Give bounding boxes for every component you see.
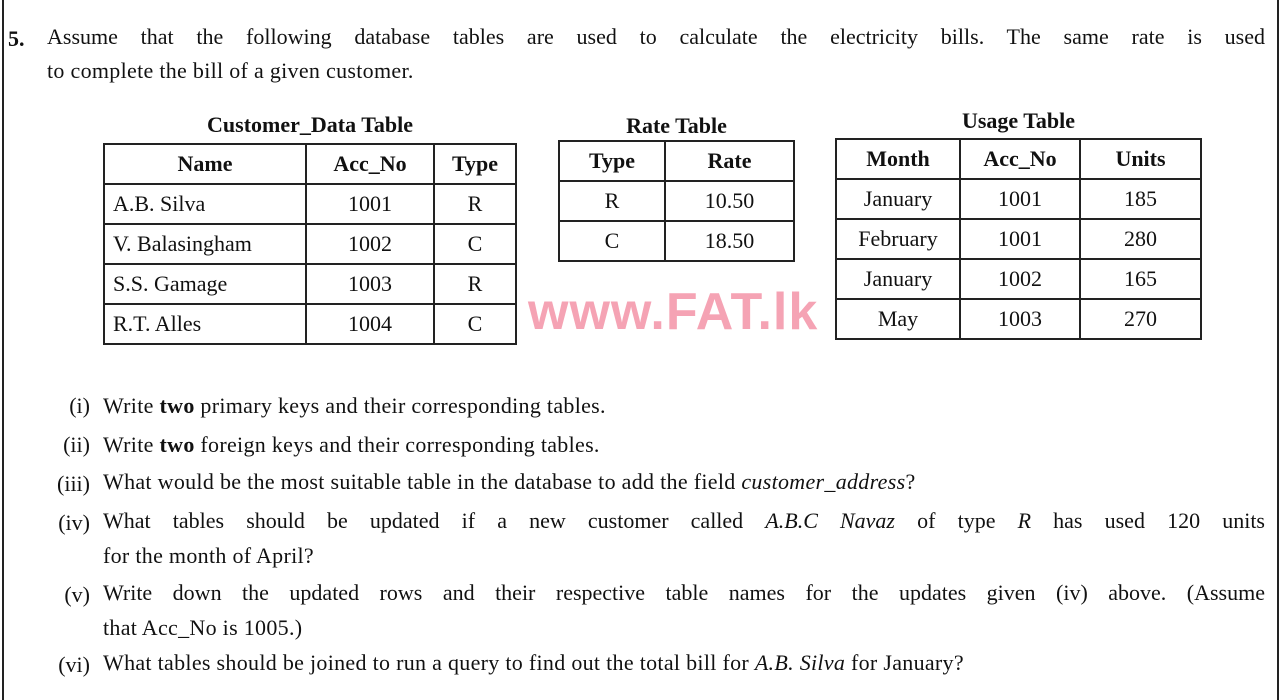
question-iv [103,508,1265,534]
column-header: Name [104,144,306,184]
question-label: (i) [69,393,90,418]
cell: R [559,181,665,221]
cell: January [836,259,960,299]
question-label: (iv) [58,510,90,535]
intro-line-1: Assume that the following database tables are used to calculate the electricity bills. The same rate is used [47,24,1265,49]
table-header-row [559,141,794,181]
cell: 18.50 [665,221,794,261]
text: foreign keys and their corresponding tables. [194,432,600,457]
column-header: Acc_No [306,144,434,184]
cell: 1003 [960,299,1080,339]
table-row [559,221,794,261]
question-v-line-2: that Acc_No is 1005.) [103,615,303,640]
intro-line-2: to complete the bill of a given customer. [47,58,414,83]
cell: 1002 [960,259,1080,299]
rate-table-caption: Rate Table [626,113,727,138]
column-header: Acc_No [960,139,1080,179]
column-header: Type [559,141,665,181]
question-label: (ii) [63,432,90,457]
table-header-row [104,144,516,184]
question-label: (vi) [58,652,90,677]
table-row [559,181,794,221]
italic-term: A.B. Silva [754,650,846,675]
text: Write [103,432,160,457]
italic-term: A.B.C Navaz [765,508,895,533]
cell: 185 [1080,179,1201,219]
rate-table [558,140,795,262]
watermark: www.FAT.lk [528,283,819,341]
cell: R.T. Alles [104,304,306,344]
question-iv-line-2: for the month of April? [103,543,314,568]
question-label: (iii) [57,471,90,496]
text: of type [895,508,1018,533]
table-header-row [836,139,1201,179]
table-row [836,299,1201,339]
table-row [836,219,1201,259]
emphasis: two [159,393,195,418]
cell: 280 [1080,219,1201,259]
question-vi [103,650,964,676]
customer-data-table [103,143,517,345]
text: for January? [845,650,964,675]
usage-table [835,138,1202,340]
cell: R [434,184,516,224]
cell: 1003 [306,264,434,304]
table-row [836,179,1201,219]
cell: 270 [1080,299,1201,339]
table-row [104,224,516,264]
text: What tables should be joined to run a query to find out the total bill for [103,650,755,675]
text: Write [103,393,160,418]
usage-table-caption: Usage Table [961,108,1076,133]
question-label: (v) [64,582,90,607]
cell: A.B. Silva [104,184,306,224]
cell: 1001 [960,179,1080,219]
cell: C [434,224,516,264]
right-border [1277,0,1279,700]
cell: 165 [1080,259,1201,299]
question-ii [103,432,600,458]
column-header: Rate [665,141,794,181]
italic-term: customer_address [741,469,906,494]
cell: January [836,179,960,219]
cell: S.S. Gamage [104,264,306,304]
table-row [104,264,516,304]
cell: V. Balasingham [104,224,306,264]
cell: 1002 [306,224,434,264]
cell: 1004 [306,304,434,344]
text: ? [905,469,916,494]
table-row [836,259,1201,299]
table-row [104,184,516,224]
text: primary keys and their corresponding tables. [194,393,606,418]
table-row [104,304,516,344]
question-number: 5. [8,26,25,51]
cell: February [836,219,960,259]
question-i [103,393,606,419]
cell: C [434,304,516,344]
column-header: Type [434,144,516,184]
text: What tables should be updated if a new customer called [103,508,766,533]
cell: 1001 [306,184,434,224]
column-header: Units [1080,139,1201,179]
column-header: Month [836,139,960,179]
cell: May [836,299,960,339]
cell: R [434,264,516,304]
question-v: Write down the updated rows and their respective table names for the updates given (iv) above. (Assume [103,580,1265,605]
cell: 10.50 [665,181,794,221]
text: What would be the most suitable table in the database to add the field [103,469,742,494]
cell: C [559,221,665,261]
text: has used 120 units [1031,508,1265,533]
cell: 1001 [960,219,1080,259]
italic-term: R [1017,508,1032,533]
question-iii [103,469,916,495]
customer-table-caption: Customer_Data Table [207,112,413,137]
emphasis: two [159,432,195,457]
